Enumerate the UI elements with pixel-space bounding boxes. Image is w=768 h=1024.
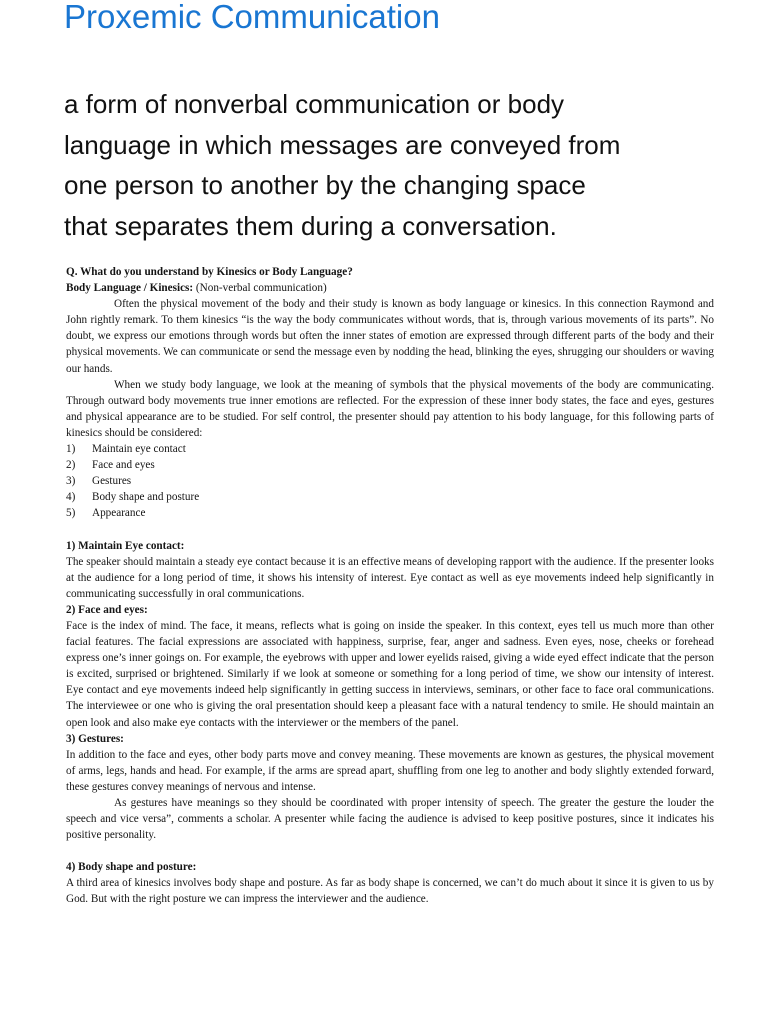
list-item-number: 4) [66, 491, 76, 504]
subtitle-line [66, 280, 714, 296]
list-item [66, 457, 714, 473]
intro-paragraph: Often the physical movement of the body and their study is known as body language or kinesics. In this connection Raymond and John rightly remark. To them kinesics “is the way the body communicates without words, that is, through various movements of its parts”. No doubt, we express our emotions through words but often the inner states of emotion are expressed through different parts of the body and their physical movements. We can communicate or send the message even by nodding the head, blinking the eyes, shrugging our shoulders or waving our hands. [66, 298, 714, 375]
definition-line: language in which messages are conveyed from [64, 129, 621, 160]
list-item [66, 489, 714, 505]
definition-text [64, 84, 754, 246]
list-item-label: Gestures [92, 475, 132, 488]
section-body-gestures: In addition to the face and eyes, other body parts move and convey meaning. These movements are known as gestures, the physical movement of arms, legs, hands and head. For example, if the arms are spread apart, shuffling from one leg to another and body slightly extended forward, these gestures convey meanings of nervous and intense. [66, 748, 714, 793]
subtitle-label: Body Language / Kinesics: [66, 282, 194, 295]
section-body-eye-contact: The speaker should maintain a steady eye contact because it is an effective means of developing rapport with the audience. If the presenter looks at the audience for a long period of time, it shows his intensity of interest. Eye contact as well as eye movements indeed help significantly in communicating successfully in oral communications. [66, 555, 714, 600]
list-item [66, 441, 714, 457]
subtitle-note: (Non-verbal communication) [195, 282, 327, 295]
question-heading: Q. What do you understand by Kinesics or Body Language? [66, 266, 353, 278]
list-item-label: Body shape and posture [92, 491, 200, 504]
page-title: Proxemic Communication [64, 0, 440, 35]
section-spacer [66, 843, 714, 859]
list-item-number: 1) [66, 443, 76, 456]
list-item-label: Face and eyes [92, 459, 155, 472]
list-item-label: Appearance [92, 507, 146, 520]
section-heading-body-shape: 4) Body shape and posture: [66, 861, 197, 874]
list-item-label: Maintain eye contact [92, 443, 186, 456]
list-item-number: 3) [66, 475, 76, 488]
section-heading-face-eyes: 2) Face and eyes: [66, 603, 148, 616]
definition-line: one person to another by the changing space [64, 170, 586, 200]
definition-line: that separates them during a conversation. [64, 210, 557, 241]
section-body-body-shape: A third area of kinesics involves body shape and posture. As far as body shape is concerned, we can’t do much about it since it is given to us by God. But with the right posture we can impress the interviewer and the audience. [66, 877, 714, 906]
section-spacer [66, 522, 714, 538]
list-item [66, 505, 714, 521]
list-item [66, 473, 714, 489]
definition-line: a form of nonverbal communication or body [64, 89, 565, 119]
section-body-gestures-continued: As gestures have meanings so they should be coordinated with proper intensity of speech. The greater the gesture the louder the speech and vice versa”, comments a scholar. A presenter while facing the audience is advised to keep positive postures, since it indicates his positive personality. [66, 797, 714, 842]
study-paragraph: When we study body language, we look at the meaning of symbols that the physical movements of the body are communicating. Through outward body movements true inner emotions are reflected. For the expression of these inner body states, the face and eyes, gestures and physical appearance are to be studied. For self control, the presenter should pay attention to his body language, for this following parts of kinesics should be considered: [66, 378, 714, 439]
list-item-number: 5) [66, 507, 76, 520]
scanned-book-page [66, 264, 714, 1024]
section-heading-gestures: 3) Gestures: [66, 732, 124, 745]
section-heading-eye-contact: 1) Maintain Eye contact: [66, 539, 185, 552]
section-body-face-eyes: Face is the index of mind. The face, it means, reflects what is going on inside the speaker. In this context, eyes tell us much more than other facial features. The facial expressions are associated with happiness, surprise, fear, anger and sadness. Even eyes, nose, cheeks or forehead express one’s inner goings on. For example, the eyebrows with upper and lower eyelids raised, giving a wide eyed effect indicate that the person is excited, surprised or brightened. Similarly if we look at someone or something for a long period of time, we show our intensity of interest. Eye contact and eye movements indeed help significantly in getting success in interviews, seminars, or other face to face oral communications. The interviewee or one who is giving the oral presentation should keep a pleasant face with a natural tendency to smile. He should maintain an open look and also make eye contacts with the interviewer or the members of the panel. [66, 619, 714, 729]
list-item-number: 2) [66, 459, 76, 472]
kinesics-parts-list [66, 441, 714, 521]
